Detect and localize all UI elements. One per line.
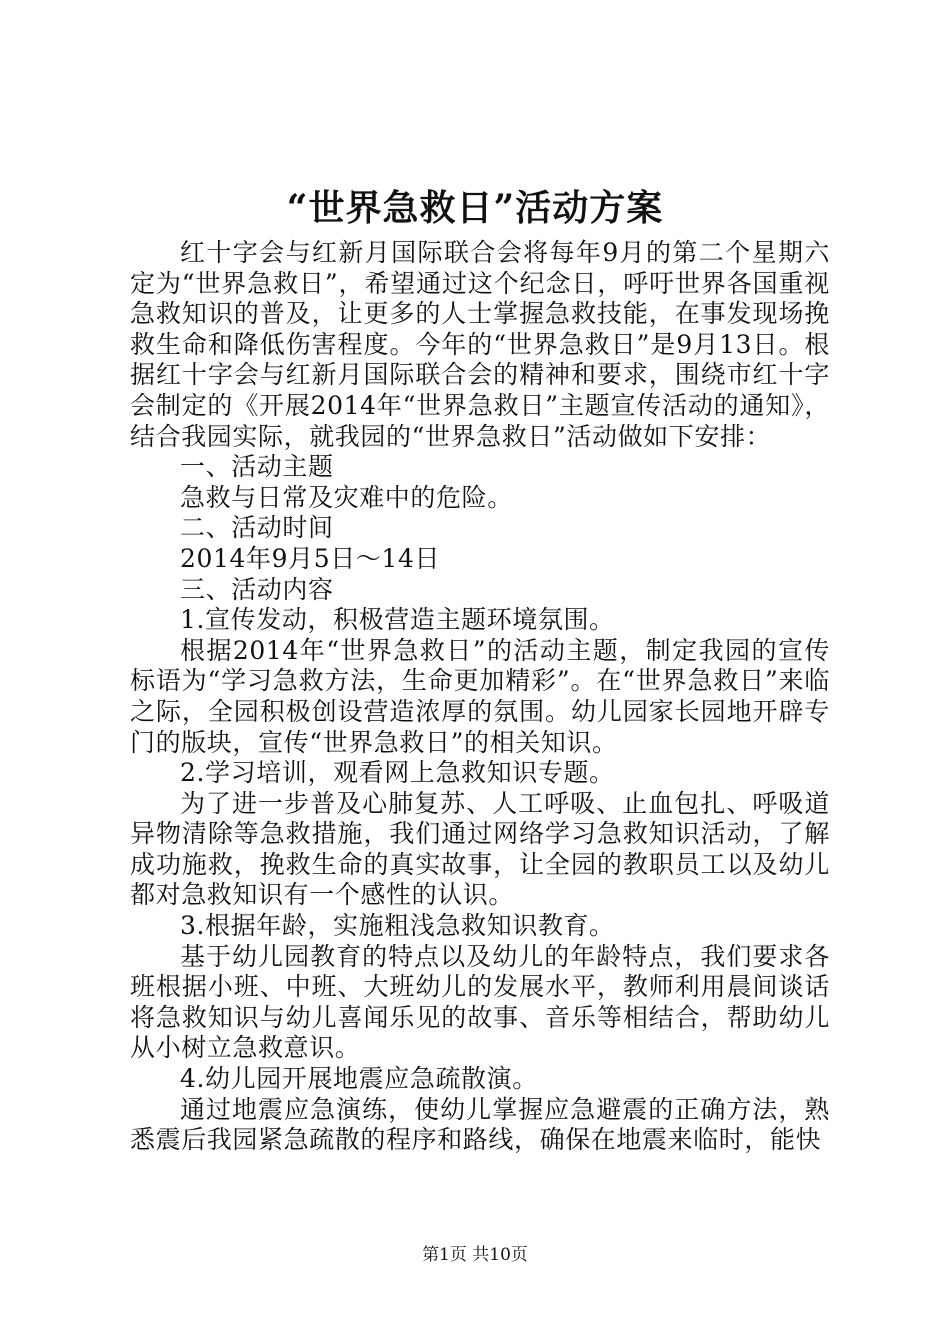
paragraph-theme: 急救与日常及灾难中的危险。: [180, 482, 513, 512]
item-paragraph-4: 通过地震应急演练，使幼儿掌握应急避震的正确方法，熟悉震后我园紧急疏散的程序和路线，确保在地震来临时，能快: [130, 1094, 830, 1155]
item-paragraph-1: 根据2014年“世界急救日”的活动主题，制定我园的宣传标语为“学习急救方法，生命更加精彩”。在“世界急救日”来临之际，全园积极创设营造浓厚的氛围。幼儿园家长园地开辟专门的版块，宣传“世界急救日”的相关知识。: [130, 635, 830, 757]
item-heading-2: 2.学习培训，观看网上急救知识专题。: [180, 758, 615, 788]
paragraph-time: 2014年9月5日～14日: [180, 543, 441, 573]
item-heading-4: 4.幼儿园开展地震应急疏散演。: [180, 1064, 538, 1094]
item-heading-3: 3.根据年龄，实施粗浅急救知识教育。: [180, 911, 615, 941]
section-heading-content: 三、活动内容: [180, 574, 334, 604]
document-title: “世界急救日”活动方案: [286, 187, 664, 229]
document-body: [130, 238, 830, 1156]
paragraph-intro: 红十字会与红新月国际联合会将每年9月的第二个星期六定为“世界急救日”，希望通过这个纪念日，呼吁世界各国重视急救知识的普及，让更多的人士掌握急救技能，在事发现场挽救生命和降低伤害程度。今年的“世界急救日”是9月13日。根据红十字会与红新月国际联合会的精神和要求，围绕市红十字会制定的《开展2014年“世界急救日”主题宣传活动的通知》，结合我园实际，就我园的“世界急救日”活动做如下安排：: [130, 238, 830, 451]
page-footer: 第1页 共10页: [422, 1245, 528, 1265]
item-paragraph-2: 为了进一步普及心肺复苏、人工呼吸、止血包扎、呼吸道异物清除等急救措施，我们通过网络学习急救知识活动，了解成功施救，挽救生命的真实故事，让全园的教职员工以及幼儿都对急救知识有一个感性的认识。: [130, 788, 830, 910]
section-heading-theme: 一、活动主题: [180, 452, 334, 482]
item-heading-1: 1.宣传发动，积极营造主题环境氛围。: [180, 605, 615, 635]
section-heading-time: 二、活动时间: [180, 513, 334, 543]
item-paragraph-3: 基于幼儿园教育的特点以及幼儿的年龄特点，我们要求各班根据小班、中班、大班幼儿的发展水平，教师利用晨间谈话将急救知识与幼儿喜闻乐见的故事、音乐等相结合，帮助幼儿从小树立急救意识。: [130, 941, 830, 1063]
